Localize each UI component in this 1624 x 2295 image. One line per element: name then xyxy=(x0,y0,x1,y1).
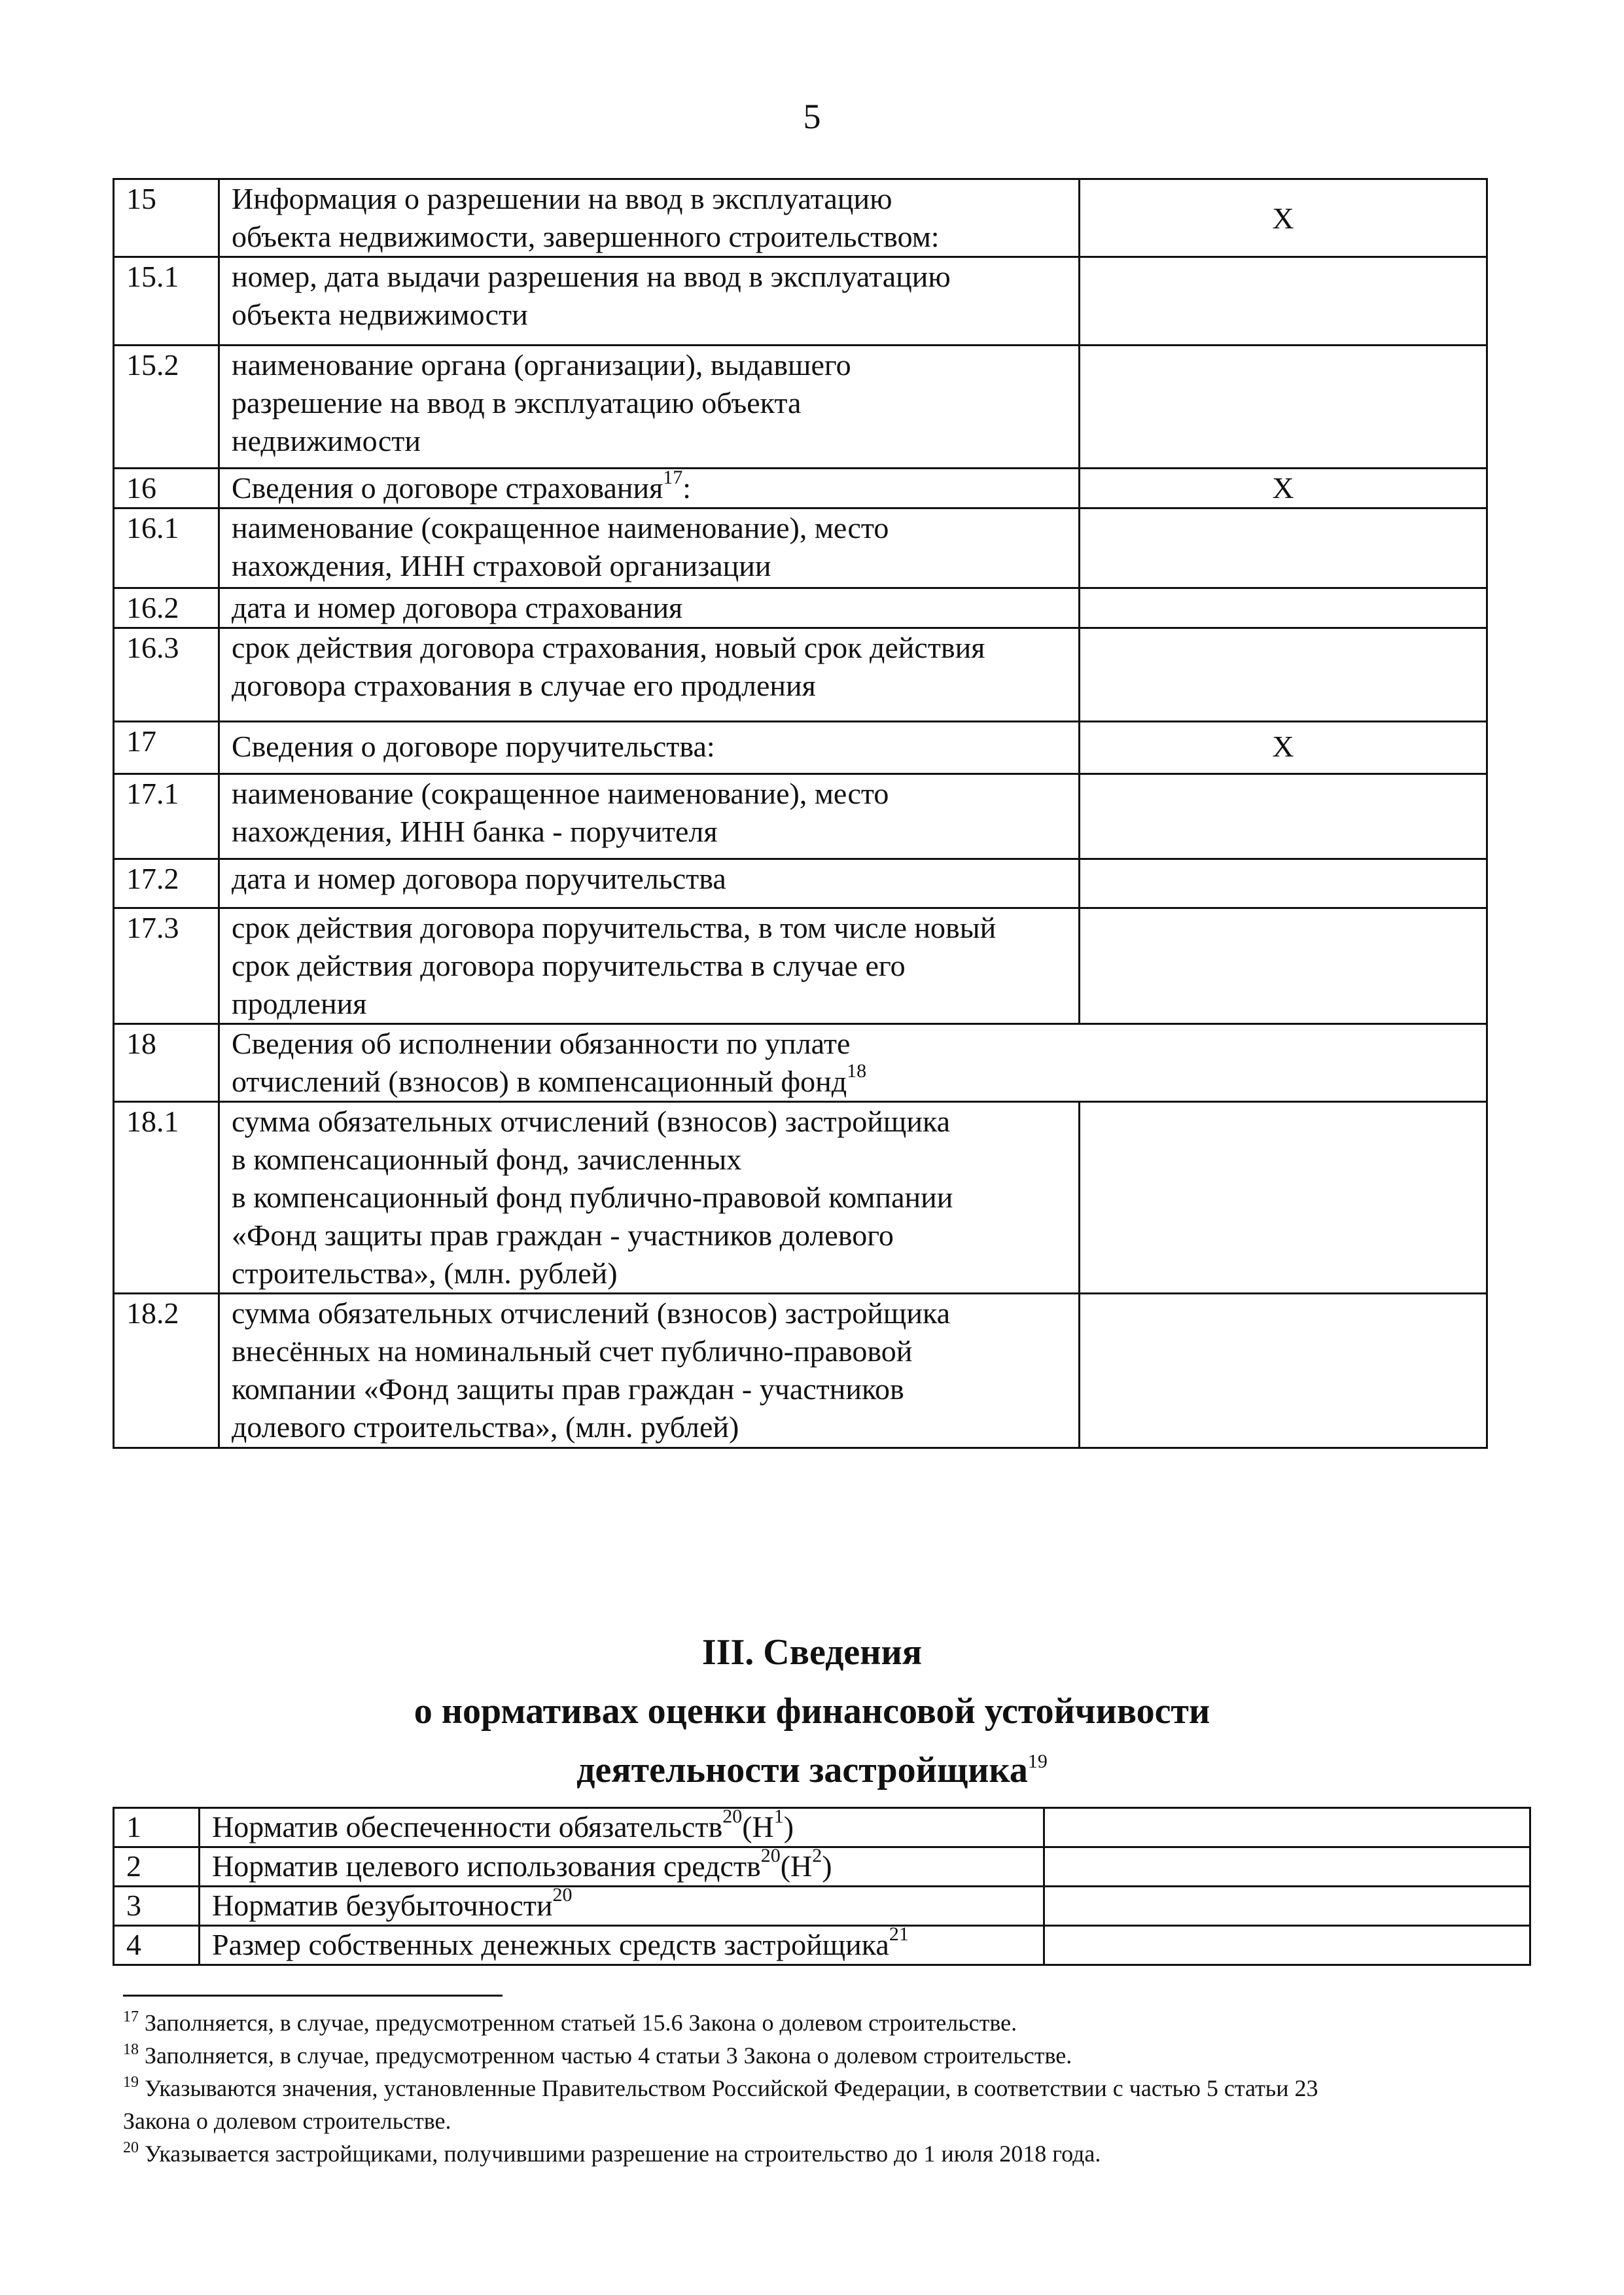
footnote-ref: 18 xyxy=(847,1060,867,1082)
row-value xyxy=(1080,508,1487,588)
row-description: Сведения о договоре страхования$^{17}$: xyxy=(219,469,1080,508)
row-number: 15 xyxy=(114,179,219,257)
table-row xyxy=(114,722,1487,774)
table-row xyxy=(114,257,1487,346)
developer-info-table xyxy=(113,178,1488,1449)
row-value xyxy=(1080,859,1487,908)
footnote-ref: 17 xyxy=(663,467,683,488)
row-description: Сведения о договоре поручительства: xyxy=(219,722,1080,774)
row-value xyxy=(1044,1847,1530,1887)
row-value xyxy=(1044,1926,1530,1965)
row-value: Х xyxy=(1080,469,1487,508)
row-number: 18 xyxy=(114,1024,219,1102)
row-number: 1 xyxy=(114,1808,200,1847)
row-number: 16 xyxy=(114,469,219,508)
row-number: 17.2 xyxy=(114,859,219,908)
section-title-line: о нормативах оценки финансовой устойчивости xyxy=(414,1691,1210,1732)
table-row xyxy=(114,588,1487,628)
footnote: $^{20}$ Указывается застройщиками, получившими разрешение на строительство до 1 июля 2018 года. xyxy=(123,2139,1101,2167)
row-description: Информация о разрешении на ввод в эксплуатацию объекта недвижимости, завершенного строительством: xyxy=(219,179,1080,257)
row-value: Х xyxy=(1080,179,1487,257)
row-description: дата и номер договора поручительства xyxy=(219,859,1080,908)
row-value xyxy=(1044,1808,1530,1847)
row-description: наименование (сокращенное наименование), место нахождения, ИНН банка - поручителя xyxy=(219,774,1080,859)
row-value xyxy=(1080,774,1487,859)
footnotes xyxy=(123,2006,1530,2170)
row-value xyxy=(1080,346,1487,469)
section-title-line: деятельности застройщика$^{19}$ xyxy=(576,1750,1048,1790)
row-number: 16.2 xyxy=(114,588,219,628)
section-title-line: III. Сведения xyxy=(701,1632,923,1673)
row-description: Норматив обеспеченности $обязательств^{20}(Н^1)$ xyxy=(200,1808,1044,1847)
footnote: $^{17}$ Заполняется, в случае, предусмотренном статьей 15.6 Закона о долевом строительстве. xyxy=(123,2008,1017,2036)
footnote: $^{19}$ Указываются значения, установленные Правительством Российской Федерации, в соответствии с частью 5 статьи 23 Закона о долевом строительстве. xyxy=(123,2074,1318,2134)
section-title xyxy=(0,1623,1624,1800)
row-number: 17.1 xyxy=(114,774,219,859)
row-number: 2 xyxy=(114,1847,200,1887)
row-value xyxy=(1080,1102,1487,1294)
row-description: сумма обязательных отчислений (взносов) застройщика в компенсационный фонд, зачисленных в компенсационный фонд публично-правовой компании «Фонд защиты прав граждан - участников долевого строительства», (млн. рублей) xyxy=(219,1102,1080,1294)
row-description: Норматив целевого использования $средств^{20}(Н^2)$ xyxy=(200,1847,1044,1887)
row-number: 15.1 xyxy=(114,257,219,346)
row-description: номер, дата выдачи разрешения на ввод в эксплуатацию объекта недвижимости xyxy=(219,257,1080,346)
row-value xyxy=(1080,588,1487,628)
row-number: 17.3 xyxy=(114,908,219,1024)
table-row xyxy=(114,1102,1487,1294)
table-row xyxy=(114,1808,1530,1847)
table-row xyxy=(114,1024,1487,1102)
table-row xyxy=(114,774,1487,859)
row-description: наименование (сокращенное наименование), место нахождения, ИНН страховой организации xyxy=(219,508,1080,588)
row-description: сумма обязательных отчислений (взносов) застройщика внесённых на номинальный счет публично-правовой компании «Фонд защиты прав граждан - участников долевого строительства», (млн. рублей) xyxy=(219,1294,1080,1448)
row-number: 18.2 xyxy=(114,1294,219,1448)
row-value xyxy=(1044,1887,1530,1926)
row-number: 4 xyxy=(114,1926,200,1965)
table-row xyxy=(114,179,1487,257)
row-description: дата и номер договора страхования xyxy=(219,588,1080,628)
row-value xyxy=(1080,628,1487,722)
table-row xyxy=(114,1887,1530,1926)
row-description: наименование органа (организации), выдавшего разрешение на ввод в эксплуатацию объекта недвижимости xyxy=(219,346,1080,469)
row-number: 3 xyxy=(114,1887,200,1926)
row-description: Норматив безубыточности$^{20}$ xyxy=(200,1887,1044,1926)
row-description: Сведения об исполнении обязанности по уплате отчислений (взносов) в компенсационный фонд$^{18}$ xyxy=(219,1024,1487,1102)
footnote-ref: 19 xyxy=(1027,1751,1048,1772)
table-row xyxy=(114,469,1487,508)
row-number: 16.1 xyxy=(114,508,219,588)
footnote: $^{18}$ Заполняется, в случае, предусмотренном частью 4 статьи 3 Закона о долевом строительстве. xyxy=(123,2041,1072,2069)
table-row xyxy=(114,508,1487,588)
page-number: 5 xyxy=(803,97,821,136)
table-row xyxy=(114,628,1487,722)
row-number: 16.3 xyxy=(114,628,219,722)
row-value: Х xyxy=(1080,722,1487,774)
row-value xyxy=(1080,908,1487,1024)
row-value xyxy=(1080,257,1487,346)
financial-norms-table xyxy=(113,1807,1531,1966)
row-description: срок действия договора поручительства, в том числе новый срок действия договора поручительства в случае его продления xyxy=(219,908,1080,1024)
table-row xyxy=(114,859,1487,908)
row-value xyxy=(1080,1294,1487,1448)
table-row xyxy=(114,1294,1487,1448)
table-row xyxy=(114,1847,1530,1887)
table-row xyxy=(114,908,1487,1024)
footnote-divider xyxy=(123,1995,503,1997)
table-row xyxy=(114,1926,1530,1965)
row-description: Размер собственных денежных средств застройщика$^{21}$ xyxy=(200,1926,1044,1965)
row-number: 18.1 xyxy=(114,1102,219,1294)
row-number: 17 xyxy=(114,722,219,774)
table-row xyxy=(114,346,1487,469)
row-number: 15.2 xyxy=(114,346,219,469)
row-description: срок действия договора страхования, новый срок действия договора страхования в случае его продления xyxy=(219,628,1080,722)
